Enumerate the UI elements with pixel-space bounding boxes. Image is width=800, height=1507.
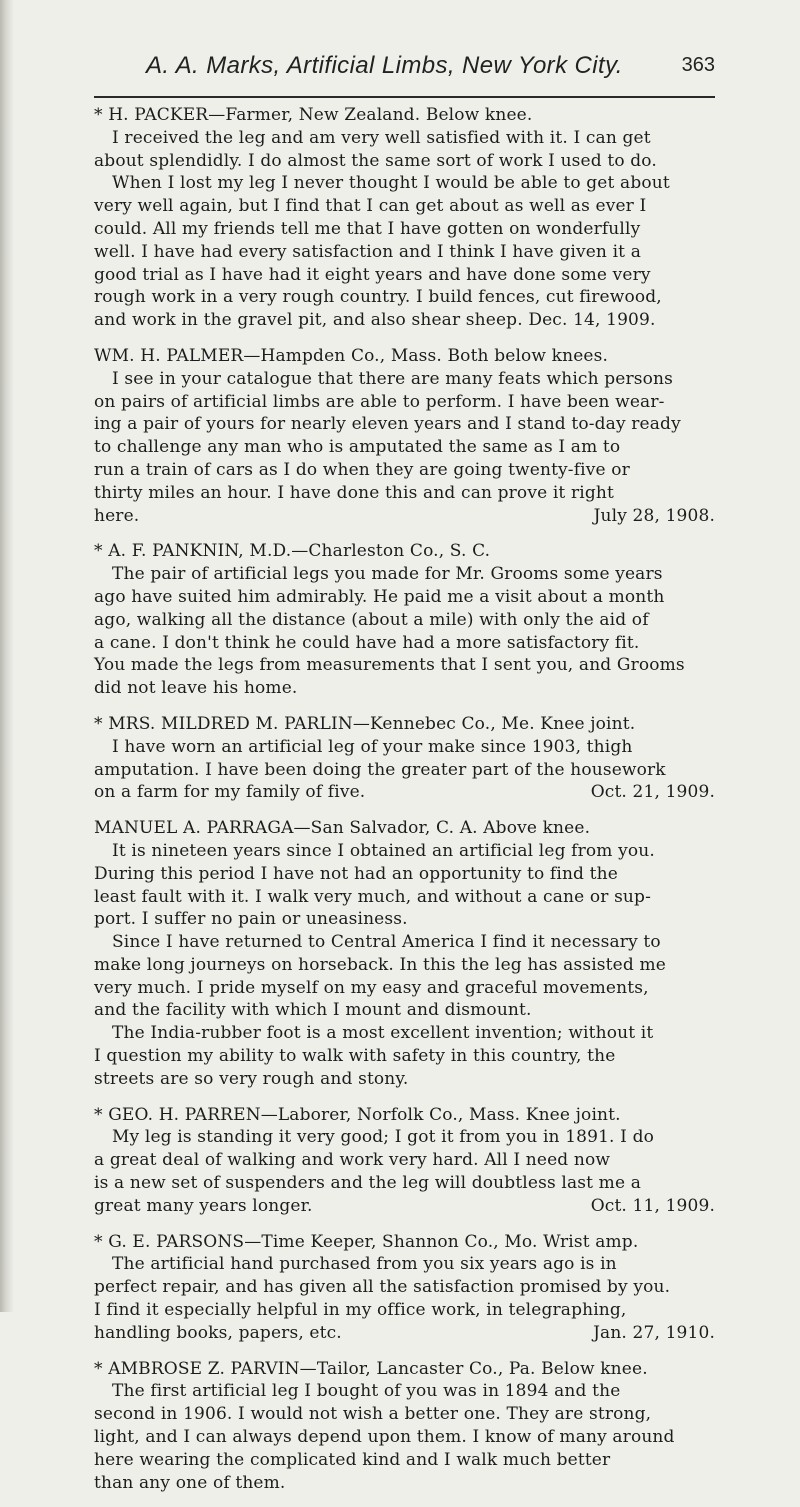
testimonial-heading <box>94 345 715 368</box>
line-text: thirty miles an hour. I have done this and can prove it right <box>94 482 614 503</box>
testimonial-entry <box>94 1231 715 1345</box>
testimonial-date: Oct. 21, 1909. <box>590 782 715 803</box>
testimonial-line <box>94 195 715 218</box>
line-text: I question my ability to walk with safety in this country, the <box>94 1046 616 1067</box>
testimonial-line <box>94 863 715 886</box>
line-text: * G. E. PARSONS—Time Keeper, Shannon Co., Mo. Wrist amp. <box>94 1231 639 1252</box>
testimonial-line <box>94 840 715 863</box>
testimonial-line <box>94 654 715 677</box>
testimonial-line <box>94 1045 715 1068</box>
testimonial-line <box>94 413 715 436</box>
testimonial-heading <box>94 1358 715 1381</box>
testimonial-line <box>94 436 715 459</box>
line-text: You made the legs from measurements that I sent you, and Grooms <box>94 655 685 676</box>
testimonial-line <box>94 886 715 909</box>
testimonial-date: Jan. 27, 1910. <box>593 1322 715 1343</box>
line-text: on a farm for my family of five. <box>94 782 366 803</box>
testimonial-line <box>94 127 715 150</box>
line-text: great many years longer. <box>94 1195 313 1216</box>
line-text: The pair of artificial legs you made for Mr. Grooms some years <box>112 564 663 585</box>
line-text: a great deal of walking and work very hard. All I need now <box>94 1150 611 1171</box>
testimonial-line <box>94 1322 715 1345</box>
line-text: very much. I pride myself on my easy and graceful movements, <box>94 977 649 998</box>
line-text: I find it especially helpful in my office work, in telegraphing, <box>94 1300 627 1321</box>
line-text: well. I have had every satisfaction and I think I have given it a <box>94 241 641 262</box>
testimonial-line <box>94 586 715 609</box>
testimonial-entry <box>94 713 715 804</box>
testimonial-line <box>94 172 715 195</box>
testimonial-line <box>94 368 715 391</box>
testimonial-line <box>94 218 715 241</box>
testimonial-date: July 28, 1908. <box>593 505 715 526</box>
testimonial-heading <box>94 713 715 736</box>
testimonial-entry <box>94 1104 715 1218</box>
testimonial-line <box>94 1149 715 1172</box>
line-text: to challenge any man who is amputated the same as I am to <box>94 437 621 458</box>
testimonial-heading <box>94 540 715 563</box>
testimonial-line <box>94 391 715 414</box>
line-text: WM. H. PALMER—Hampden Co., Mass. Both below knees. <box>94 345 609 366</box>
testimonial-line <box>94 309 715 332</box>
line-text: handling books, papers, etc. <box>94 1322 342 1343</box>
line-text: * AMBROSE Z. PARVIN—Tailor, Lancaster Co., Pa. Below knee. <box>94 1358 648 1379</box>
line-text: The India-rubber foot is a most excellent invention; without it <box>112 1023 654 1044</box>
line-text: run a train of cars as I do when they are going twenty-five or <box>94 459 630 480</box>
running-header-title: A. A. Marks, Artificial Limbs, New York City. <box>146 52 623 79</box>
testimonial-heading <box>94 1231 715 1254</box>
testimonial-line <box>94 1126 715 1149</box>
line-text: I see in your catalogue that there are many feats which persons <box>112 368 673 389</box>
testimonial-line <box>94 977 715 1000</box>
testimonial-line <box>94 264 715 287</box>
page-number: 363 <box>681 54 715 76</box>
line-text: It is nineteen years since I obtained an artificial leg from you. <box>112 840 655 861</box>
testimonial-heading <box>94 817 715 840</box>
testimonial-entry <box>94 817 715 1091</box>
testimonial-heading <box>94 1104 715 1127</box>
line-text: on pairs of artificial limbs are able to perform. I have been wear- <box>94 391 665 412</box>
testimonial-heading <box>94 104 715 127</box>
line-text: I received the leg and am very well satisfied with it. I can get <box>112 127 651 148</box>
line-text: rough work in a very rough country. I build fences, cut firewood, <box>94 287 662 308</box>
testimonial-line <box>94 241 715 264</box>
testimonial-line <box>94 150 715 173</box>
line-text: second in 1906. I would not wish a better one. They are strong, <box>94 1404 652 1425</box>
testimonial-line <box>94 908 715 931</box>
testimonial-line <box>94 1195 715 1218</box>
testimonial-line <box>94 759 715 782</box>
line-text: ago have suited him admirably. He paid me a visit about a month <box>94 586 665 607</box>
line-text: When I lost my leg I never thought I would be able to get about <box>112 173 670 194</box>
line-text: * A. F. PANKNIN, M.D.—Charleston Co., S. C. <box>94 541 491 562</box>
testimonial-line <box>94 736 715 759</box>
line-text: make long journeys on horseback. In this the leg has assisted me <box>94 954 666 975</box>
line-text: I have worn an artificial leg of your make since 1903, thigh <box>112 736 633 757</box>
testimonials-body <box>94 104 715 1507</box>
line-text: here. <box>94 505 140 526</box>
testimonial-entry <box>94 1358 715 1495</box>
line-text: * H. PACKER—Farmer, New Zealand. Below knee. <box>94 105 533 125</box>
line-text: very well again, but I find that I can get about as well as ever I <box>94 196 647 217</box>
line-text: amputation. I have been doing the greater part of the housework <box>94 759 666 780</box>
testimonial-line <box>94 1253 715 1276</box>
testimonial-line <box>94 1449 715 1472</box>
testimonial-line <box>94 677 715 700</box>
testimonial-line <box>94 505 715 528</box>
line-text: than any one of them. <box>94 1472 286 1493</box>
line-text: perfect repair, and has given all the satisfaction promised by you. <box>94 1277 671 1298</box>
testimonial-entry <box>94 345 715 527</box>
testimonial-line <box>94 1472 715 1495</box>
testimonial-line <box>94 1068 715 1091</box>
line-text: and work in the gravel pit, and also shear sheep. Dec. 14, 1909. <box>94 310 656 331</box>
line-text: * MRS. MILDRED M. PARLIN—Kennebec Co., Me. Knee joint. <box>94 713 636 734</box>
line-text: could. All my friends tell me that I have gotten on wonderfully <box>94 218 641 239</box>
line-text: and the facility with which I mount and dismount. <box>94 1000 532 1021</box>
testimonial-line <box>94 459 715 482</box>
line-text: The first artificial leg I bought of you was in 1894 and the <box>112 1381 621 1402</box>
testimonial-date: Oct. 11, 1909. <box>590 1195 715 1216</box>
line-text: is a new set of suspenders and the leg will doubtless last me a <box>94 1173 641 1194</box>
line-text: good trial as I have had it eight years and have done some very <box>94 264 651 285</box>
line-text: During this period I have not had an opportunity to find the <box>94 863 618 884</box>
testimonial-line <box>94 1172 715 1195</box>
line-text: light, and I can always depend upon them. I know of many around <box>94 1427 675 1448</box>
line-text: Since I have returned to Central America I find it necessary to <box>112 932 661 953</box>
testimonial-line <box>94 1380 715 1403</box>
testimonial-line <box>94 931 715 954</box>
testimonial-line <box>94 286 715 309</box>
line-text: port. I suffer no pain or uneasiness. <box>94 909 408 930</box>
testimonial-line <box>94 999 715 1022</box>
line-text: least fault with it. I walk very much, and without a cane or sup- <box>94 886 651 907</box>
line-text: here wearing the complicated kind and I walk much better <box>94 1449 611 1470</box>
line-text: * GEO. H. PARREN—Laborer, Norfolk Co., Mass. Knee joint. <box>94 1104 621 1125</box>
line-text: ago, walking all the distance (about a mile) with only the aid of <box>94 609 649 630</box>
line-text: streets are so very rough and stony. <box>94 1068 409 1089</box>
testimonial-line <box>94 1299 715 1322</box>
testimonial-line <box>94 482 715 505</box>
line-text: MANUEL A. PARRAGA—San Salvador, C. A. Above knee. <box>94 818 591 839</box>
testimonial-line <box>94 1426 715 1449</box>
testimonial-line <box>94 609 715 632</box>
testimonial-line <box>94 954 715 977</box>
book-spine-shadow <box>0 0 14 1312</box>
testimonial-entry <box>94 540 715 700</box>
line-text: a cane. I don't think he could have had a more satisfactory fit. <box>94 632 640 653</box>
testimonial-line <box>94 1403 715 1426</box>
testimonial-line <box>94 563 715 586</box>
testimonial-line <box>94 632 715 655</box>
testimonial-line <box>94 781 715 804</box>
line-text: did not leave his home. <box>94 678 298 699</box>
testimonial-line <box>94 1022 715 1045</box>
line-text: ing a pair of yours for nearly eleven years and I stand to-day ready <box>94 414 681 435</box>
line-text: about splendidly. I do almost the same sort of work I used to do. <box>94 150 657 171</box>
running-header <box>60 48 715 88</box>
line-text: The artificial hand purchased from you six years ago is in <box>112 1254 617 1275</box>
testimonial-line <box>94 1276 715 1299</box>
header-rule <box>94 96 715 98</box>
line-text: My leg is standing it very good; I got it from you in 1891. I do <box>112 1127 655 1148</box>
testimonial-entry <box>94 104 715 332</box>
